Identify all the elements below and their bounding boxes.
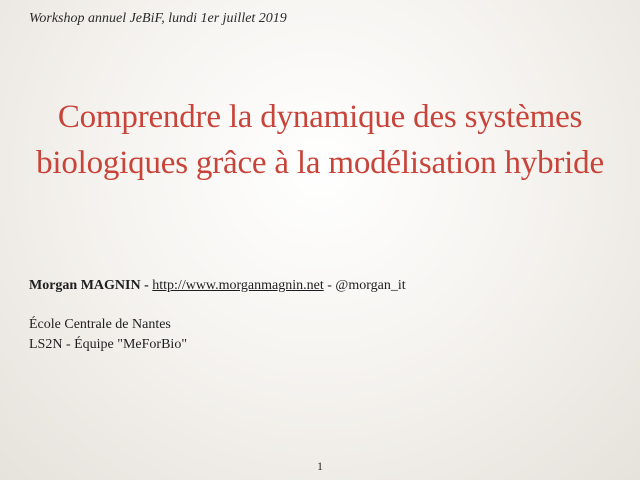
author-block	[29, 276, 406, 355]
event-header: Workshop annuel JeBiF, lundi 1er juillet 2019	[29, 11, 287, 26]
title-line-1: Comprendre la dynamique des systèmes	[57, 99, 583, 135]
author-website-link[interactable]: http://www.morganmagnin.net	[152, 278, 324, 293]
author-handle: @morgan_it	[335, 278, 406, 293]
affiliation-lab: LS2N - Équipe "MeForBio"	[29, 337, 188, 352]
affiliation-school: École Centrale de Nantes	[29, 317, 171, 332]
spacer	[29, 296, 406, 315]
slide-title	[0, 94, 640, 186]
author-name: Morgan MAGNIN -	[29, 278, 149, 293]
author-separator: -	[327, 278, 332, 293]
author-line	[29, 276, 406, 296]
page-number: 1	[317, 459, 323, 473]
title-line-2: biologiques grâce à la modélisation hybride	[36, 145, 604, 181]
